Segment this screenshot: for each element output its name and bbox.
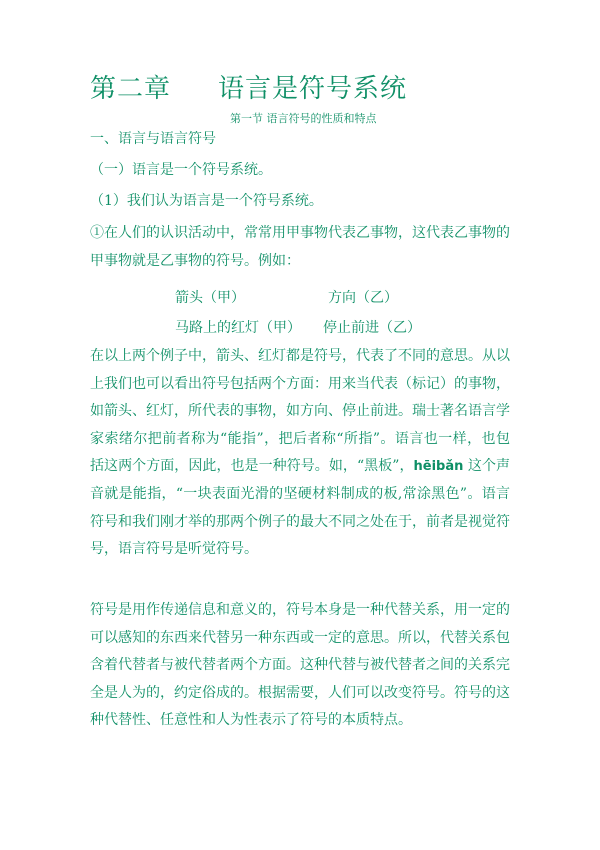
paragraph-signifier-part-2: 这个声音就是能指，“一块表面光滑的坚硬材料制成的板,常涂黑色”。语言符号和我们刚才举的那两个例子的最大不同之处在于，前者是视觉符号，语言符号是听觉符号。 — [90, 458, 510, 558]
chapter-label: 第二章 — [90, 74, 172, 104]
example-2-left: 马路上的红灯（甲） — [175, 320, 301, 336]
heading-level-1: 一、语言与语言符号 — [90, 131, 216, 147]
paragraph-intro: ①在人们的认识活动中，常常用甲事物代表乙事物，这代表乙事物的甲事物就是乙事物的符号。例如： — [90, 225, 510, 269]
example-1-left: 箭头（甲） — [175, 290, 245, 306]
heading-level-2: （一）语言是一个符号系统。 — [90, 162, 272, 178]
chapter-title — [90, 68, 407, 105]
paragraph-symbol-nature: 符号是用作传递信息和意义的，符号本身是一种代替关系，用一定的可以感知的东西来代替另一种东西或一定的意思。所以，代替关系包含着代替者与被代替者两个方面。这种代替与被代替者之间的关系完全是人为的，约定俗成的。根据需要，人们可以改变符号。符号的这种代替性、任意性和人为性表示了符号的本质特点。 — [90, 602, 510, 729]
heading-level-3: （1）我们认为语言是一个符号系统。 — [90, 193, 323, 209]
example-1-right: 方向（乙） — [328, 290, 398, 306]
paragraph-signifier — [90, 343, 510, 564]
paragraph-signifier-part-1: 在以上两个例子中，箭头、红灯都是符号，代表了不同的意思。从以上我们也可以看出符号包括两个方面：用来当代表（标记）的事物，如箭头、红灯，所代表的事物，如方向、停止前进。瑞士著名语言学家索绪尔把前者称为“能指”，把后者称“所指”。语言也一样，也包括这两个方面，因此，也是一种符号。如，“黑板”， — [90, 348, 510, 475]
chapter-name: 语言是符号系统 — [218, 74, 408, 104]
example-2-right: 停止前进（乙） — [323, 320, 421, 336]
section-title: 第一节 语言符号的性质和特点 — [230, 112, 377, 125]
pinyin-heiban: hēibǎn — [413, 459, 464, 475]
